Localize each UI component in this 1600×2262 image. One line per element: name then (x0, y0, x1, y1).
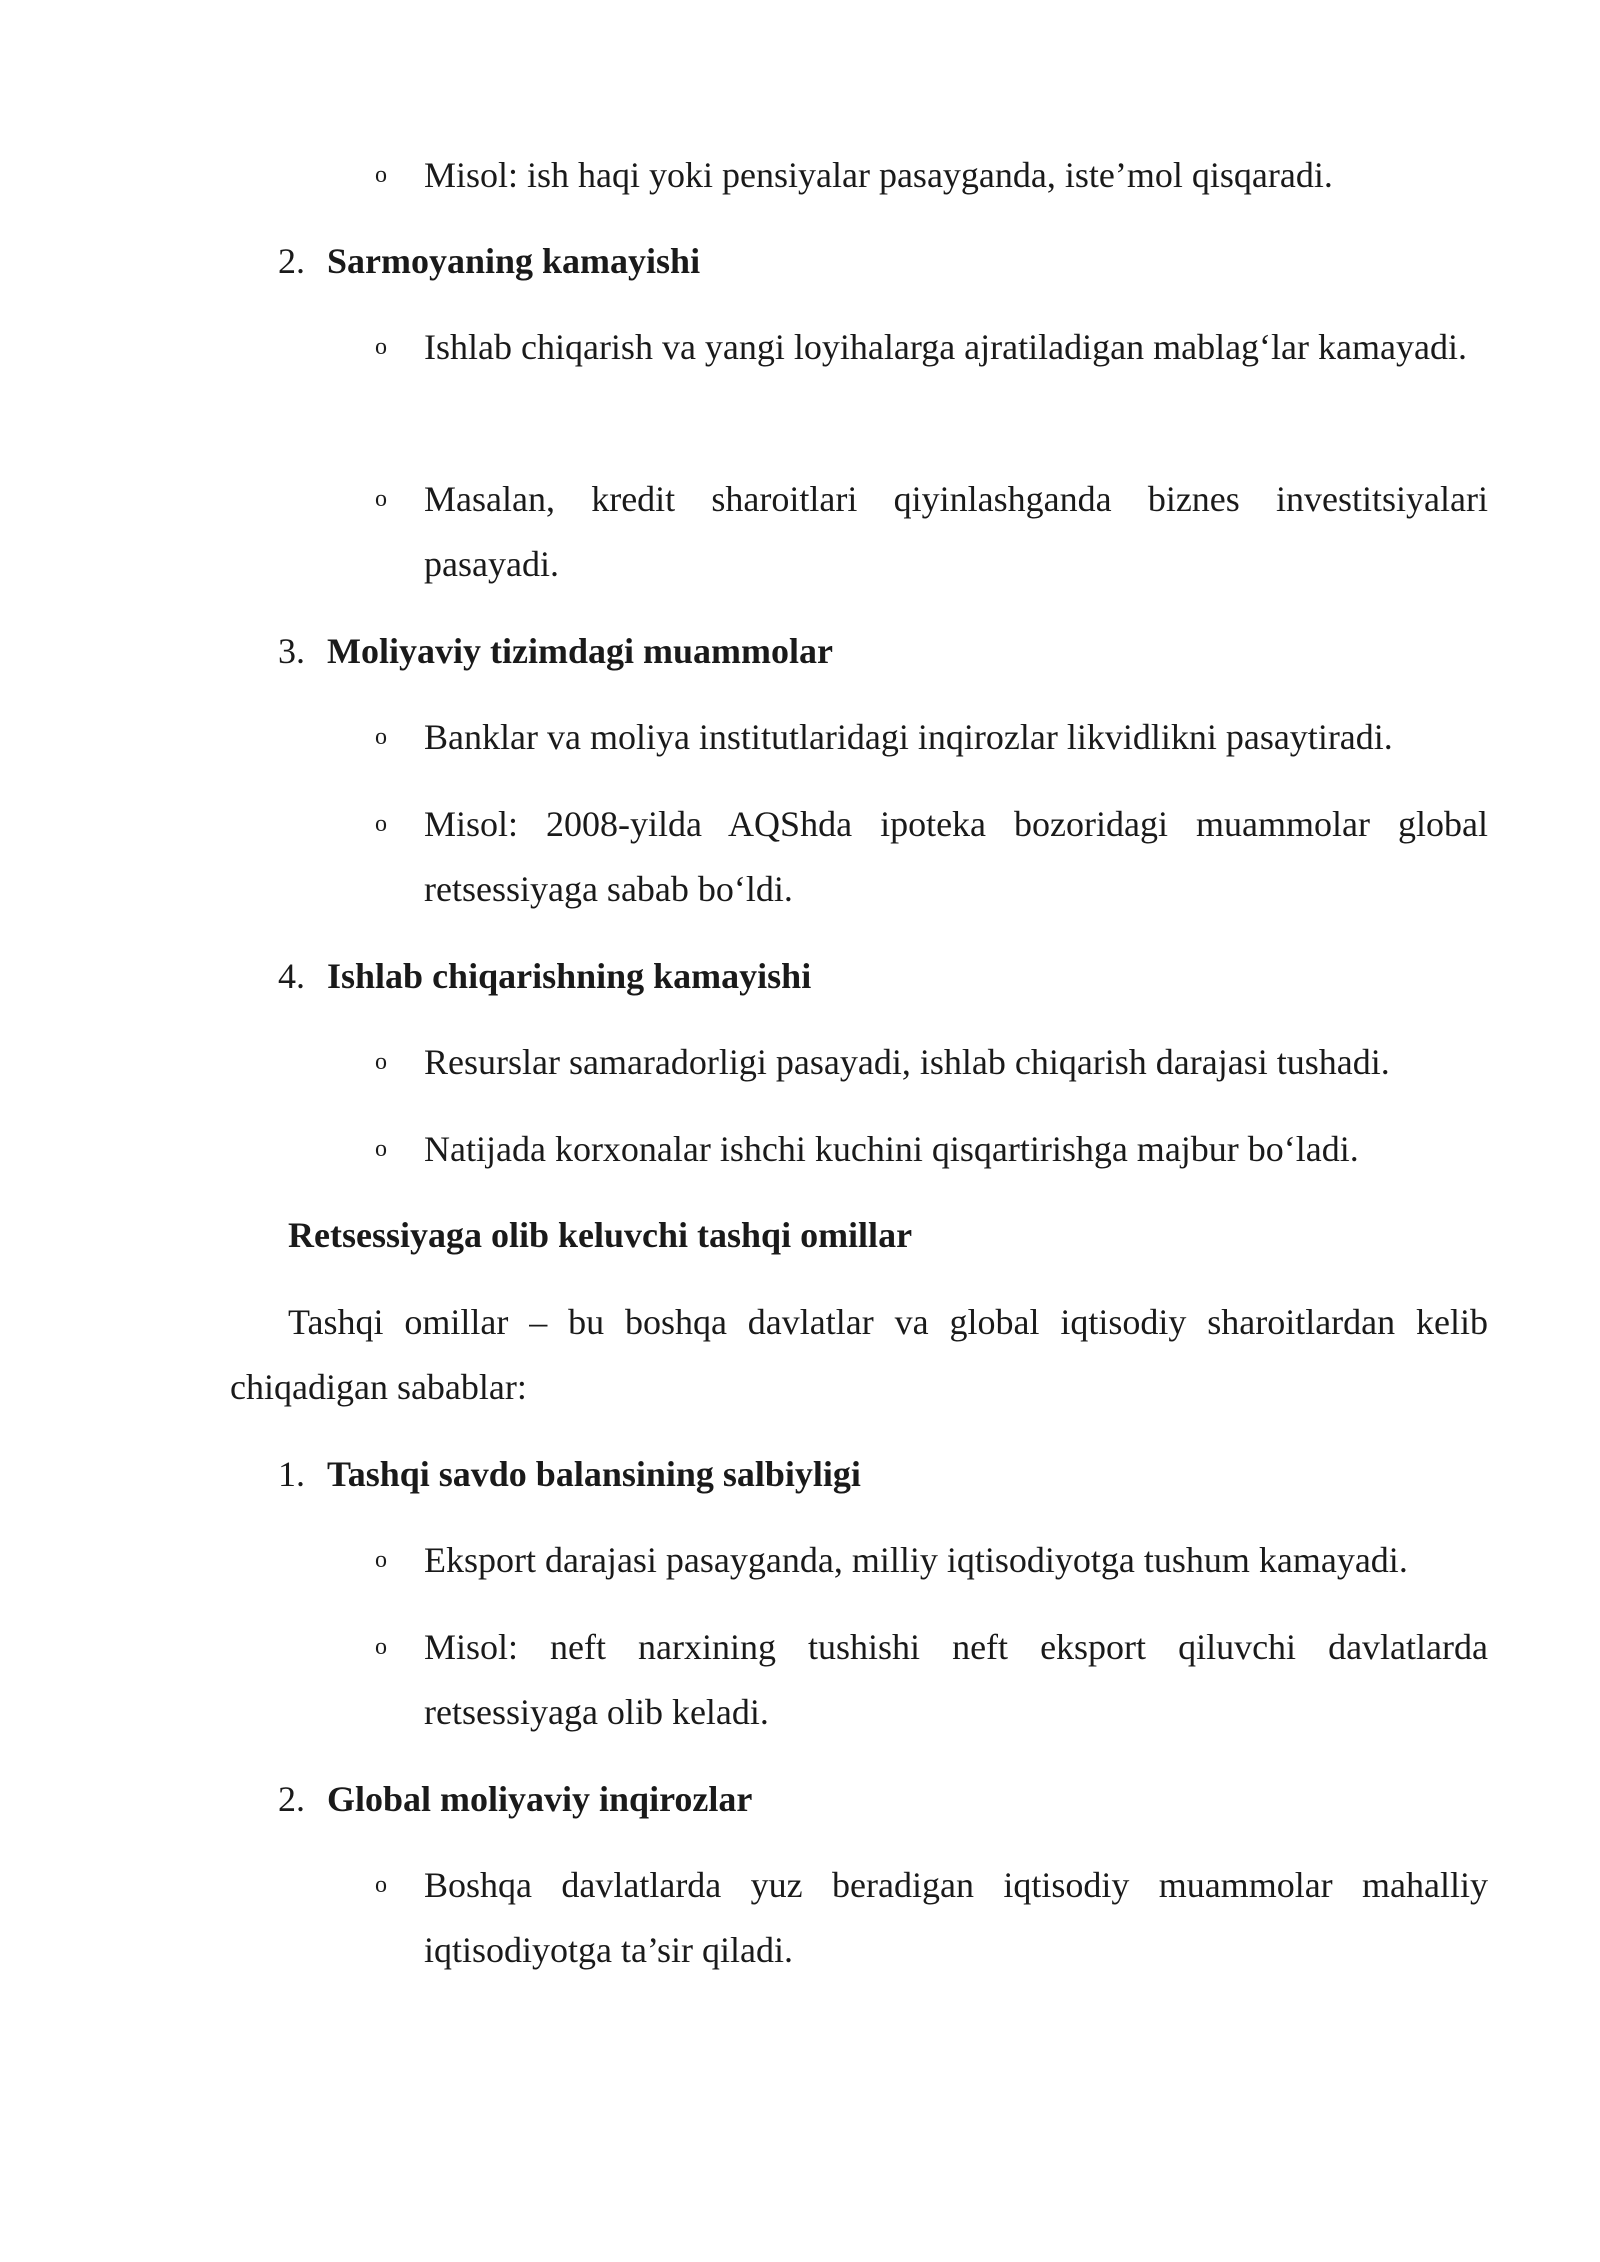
list-heading: Ishlab chiqarishning kamayishi (327, 956, 812, 996)
list-item-text: Resurslar samaradorligi pasayadi, ishlab chiqarish darajasi tushadi. (424, 1042, 1390, 1082)
list-number: 4. (278, 956, 305, 996)
list-item-text: Ishlab chiqarish va yangi loyihalarga ajratiladigan mablag‘lar kamayadi. (424, 327, 1467, 367)
bullet-marker: o (375, 1872, 387, 1898)
bullet-marker: o (375, 1634, 387, 1660)
list-heading: Tashqi savdo balansining salbiyligi (327, 1454, 861, 1494)
list-item (375, 705, 1488, 770)
bullet-marker: o (375, 811, 387, 837)
list-heading: Moliyaviy tizimdagi muammolar (327, 631, 833, 671)
list-heading: Global moliyaviy inqirozlar (327, 1779, 753, 1819)
section-intro-paragraph: Tashqi omillar – bu boshqa davlatlar va global iqtisodiy sharoitlardan kelib chiqadigan sabablar: (230, 1302, 1488, 1407)
list-item (375, 1117, 1488, 1182)
list-item (375, 1615, 1488, 1745)
list-number: 3. (278, 631, 305, 671)
list-heading: Sarmoyaning kamayishi (327, 241, 701, 281)
bullet-marker: o (375, 724, 387, 750)
list-item-text: Masalan, kredit sharoitlari qiyinlashganda biznes investitsiyalari pasayadi. (424, 479, 1488, 584)
list-item (375, 792, 1488, 922)
list-number: 1. (278, 1454, 305, 1494)
list-item-text: Misol: 2008-yilda AQShda ipoteka bozoridagi muammolar global retsessiyaga sabab bo‘ldi. (424, 804, 1488, 909)
list-number: 2. (278, 241, 305, 281)
list-item-text: Banklar va moliya institutlaridagi inqirozlar likvidlikni pasaytiradi. (424, 717, 1393, 757)
list-item (375, 1030, 1488, 1095)
list-item (375, 1853, 1488, 1983)
list-item (375, 1528, 1488, 1593)
section-heading: Retsessiyaga olib keluvchi tashqi omillar (288, 1215, 913, 1255)
bullet-marker: o (375, 1049, 387, 1075)
list-item-text: Natijada korxonalar ishchi kuchini qisqartirishga majbur bo‘ladi. (424, 1129, 1359, 1169)
list-item (375, 315, 1488, 380)
list-item (375, 143, 1488, 208)
bullet-marker: o (375, 334, 387, 360)
list-item (375, 467, 1488, 597)
list-number: 2. (278, 1779, 305, 1819)
list-item-text: Boshqa davlatlarda yuz beradigan iqtisodiy muammolar mahalliy iqtisodiyotga ta’sir qiladi. (424, 1865, 1488, 1970)
bullet-marker: o (375, 1547, 387, 1573)
bullet-marker: o (375, 162, 387, 188)
list-item-text: Eksport darajasi pasayganda, milliy iqtisodiyotga tushum kamayadi. (424, 1540, 1408, 1580)
list-item-text: Misol: neft narxining tushishi neft eksport qiluvchi davlatlarda retsessiyaga olib keladi. (424, 1627, 1488, 1732)
list-item-text: Misol: ish haqi yoki pensiyalar pasayganda, iste’mol qisqaradi. (424, 155, 1333, 195)
bullet-marker: o (375, 1136, 387, 1162)
bullet-marker: o (375, 486, 387, 512)
